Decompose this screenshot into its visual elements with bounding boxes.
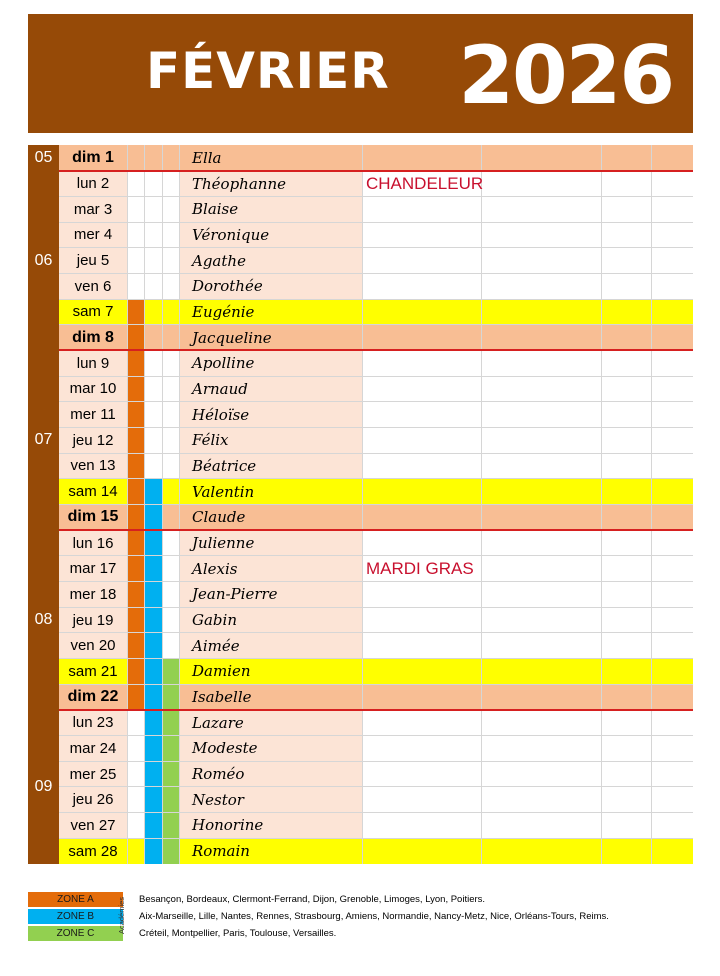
zone-b-cell: [144, 427, 162, 453]
zone-c-cell: [162, 684, 179, 710]
zone-b-cell: [144, 196, 162, 222]
zone-a-cell: [127, 582, 144, 608]
zone-c-cell: [162, 479, 179, 505]
zone-b-cell: [144, 787, 162, 813]
grid-line-horizontal: [59, 299, 693, 300]
zone-c-cell: [162, 607, 179, 633]
month-title: FÉVRIER: [146, 42, 390, 100]
day-label: mer 18: [59, 582, 127, 608]
grid-line-horizontal: [59, 684, 693, 685]
week-number: 06: [28, 171, 59, 351]
legend-zone-b-text: Aix-Marseille, Lille, Nantes, Rennes, Strasbourg, Amiens, Normandie, Nancy-Metz, Nice, Orléans-Tours, Reims.: [139, 911, 609, 922]
week-number: 07: [28, 350, 59, 530]
zone-b-cell: [144, 736, 162, 762]
zone-c-cell: [162, 402, 179, 428]
week-separator: [59, 529, 693, 531]
day-label: lun 2: [59, 171, 127, 197]
zone-b-cell: [144, 505, 162, 531]
saint-name: Théophanne: [179, 171, 362, 197]
day-label: mer 11: [59, 402, 127, 428]
day-label: sam 21: [59, 659, 127, 685]
day-label: sam 7: [59, 299, 127, 325]
saint-name: Félix: [179, 427, 362, 453]
grid-line-horizontal: [59, 555, 693, 556]
day-label: jeu 19: [59, 607, 127, 633]
zone-a-cell: [127, 787, 144, 813]
zone-a-cell: [127, 607, 144, 633]
zone-b-cell: [144, 761, 162, 787]
saint-name: Damien: [179, 659, 362, 685]
zone-a-cell: [127, 222, 144, 248]
day-label: dim 8: [59, 325, 127, 351]
zone-b-cell: [144, 582, 162, 608]
grid-line-horizontal: [59, 838, 693, 839]
zone-a-cell: [127, 453, 144, 479]
legend-zone-a-swatch: ZONE A: [28, 892, 123, 907]
zone-c-cell: [162, 582, 179, 608]
zone-c-cell: [162, 556, 179, 582]
saint-name: Roméo: [179, 761, 362, 787]
saint-name: Isabelle: [179, 684, 362, 710]
zone-a-cell: [127, 196, 144, 222]
zone-c-cell: [162, 325, 179, 351]
zone-a-cell: [127, 171, 144, 197]
zone-b-cell: [144, 325, 162, 351]
day-label: ven 13: [59, 453, 127, 479]
zone-a-cell: [127, 530, 144, 556]
grid-line-horizontal: [59, 658, 693, 659]
zone-b-cell: [144, 813, 162, 839]
event-label: MARDI GRAS: [366, 558, 474, 578]
zone-c-cell: [162, 196, 179, 222]
day-label: jeu 12: [59, 427, 127, 453]
grid-line-horizontal: [59, 222, 693, 223]
zone-a-cell: [127, 376, 144, 402]
week-number: 05: [28, 145, 59, 171]
saint-name: Arnaud: [179, 376, 362, 402]
legend-zone-c-swatch: ZONE C: [28, 926, 123, 941]
grid-line-horizontal: [59, 427, 693, 428]
zone-b-cell: [144, 453, 162, 479]
zone-c-cell: [162, 171, 179, 197]
zone-a-cell: [127, 248, 144, 274]
saint-name: Jacqueline: [179, 325, 362, 351]
saint-name: Romain: [179, 838, 362, 864]
day-label: dim 15: [59, 505, 127, 531]
zone-b-cell: [144, 607, 162, 633]
zone-c-cell: [162, 761, 179, 787]
zone-c-cell: [162, 736, 179, 762]
zone-a-cell: [127, 633, 144, 659]
zone-a-cell: [127, 813, 144, 839]
day-label: lun 23: [59, 710, 127, 736]
zone-b-cell: [144, 530, 162, 556]
zone-c-cell: [162, 376, 179, 402]
month-header-banner: [28, 14, 693, 133]
zone-b-cell: [144, 171, 162, 197]
day-label: mar 3: [59, 196, 127, 222]
saint-name: Béatrice: [179, 453, 362, 479]
calendar-grid: [28, 145, 693, 864]
grid-line-horizontal: [59, 478, 693, 479]
zone-a-cell: [127, 350, 144, 376]
zone-c-cell: [162, 350, 179, 376]
zone-b-cell: [144, 710, 162, 736]
saint-name: Nestor: [179, 787, 362, 813]
day-label: mar 10: [59, 376, 127, 402]
legend-zone-b-swatch: ZONE B: [28, 909, 123, 924]
saint-name: Jean-Pierre: [179, 582, 362, 608]
day-label: dim 22: [59, 684, 127, 710]
zone-c-cell: [162, 222, 179, 248]
zone-c-cell: [162, 787, 179, 813]
zone-a-cell: [127, 710, 144, 736]
zone-b-cell: [144, 556, 162, 582]
grid-line-horizontal: [59, 453, 693, 454]
zone-a-cell: [127, 479, 144, 505]
zone-a-cell: [127, 325, 144, 351]
zone-a-cell: [127, 299, 144, 325]
saint-name: Gabin: [179, 607, 362, 633]
zone-b-cell: [144, 248, 162, 274]
saint-name: Aimée: [179, 633, 362, 659]
saint-name: Dorothée: [179, 273, 362, 299]
grid-line-horizontal: [59, 273, 693, 274]
saint-name: Julienne: [179, 530, 362, 556]
zone-c-cell: [162, 505, 179, 531]
week-number: 09: [28, 710, 59, 864]
grid-line-horizontal: [59, 196, 693, 197]
saint-name: Alexis: [179, 556, 362, 582]
zone-b-cell: [144, 633, 162, 659]
zone-c-cell: [162, 145, 179, 171]
zone-a-cell: [127, 402, 144, 428]
saint-name: Véronique: [179, 222, 362, 248]
day-label: sam 28: [59, 838, 127, 864]
zone-b-cell: [144, 684, 162, 710]
zone-c-cell: [162, 273, 179, 299]
saint-name: Apolline: [179, 350, 362, 376]
day-label: mer 25: [59, 761, 127, 787]
day-label: dim 1: [59, 145, 127, 171]
zone-c-cell: [162, 453, 179, 479]
zone-a-cell: [127, 659, 144, 685]
grid-line-horizontal: [59, 812, 693, 813]
grid-line-horizontal: [59, 632, 693, 633]
grid-line-horizontal: [59, 376, 693, 377]
saint-name: Ella: [179, 145, 362, 171]
day-label: mar 17: [59, 556, 127, 582]
week-separator: [59, 709, 693, 711]
saint-name: Valentin: [179, 479, 362, 505]
zone-c-cell: [162, 710, 179, 736]
zone-b-cell: [144, 376, 162, 402]
day-label: lun 9: [59, 350, 127, 376]
zone-a-cell: [127, 145, 144, 171]
year-title: 2026: [458, 29, 673, 122]
day-label: mer 4: [59, 222, 127, 248]
grid-line-horizontal: [59, 761, 693, 762]
grid-line-horizontal: [59, 607, 693, 608]
grid-line-horizontal: [59, 504, 693, 505]
week-number: 08: [28, 530, 59, 710]
zone-b-cell: [144, 145, 162, 171]
zone-b-cell: [144, 273, 162, 299]
saint-name: Lazare: [179, 710, 362, 736]
zone-a-cell: [127, 761, 144, 787]
zone-a-cell: [127, 838, 144, 864]
grid-line-horizontal: [59, 247, 693, 248]
zone-c-cell: [162, 530, 179, 556]
day-label: sam 14: [59, 479, 127, 505]
zone-a-cell: [127, 505, 144, 531]
saint-name: Honorine: [179, 813, 362, 839]
saint-name: Blaise: [179, 196, 362, 222]
grid-line-horizontal: [59, 581, 693, 582]
zone-c-cell: [162, 427, 179, 453]
week-separator: [59, 349, 693, 351]
legend-zone-c-text: Créteil, Montpellier, Paris, Toulouse, Versailles.: [139, 928, 337, 939]
grid-line-horizontal: [59, 786, 693, 787]
day-label: jeu 5: [59, 248, 127, 274]
zone-b-cell: [144, 659, 162, 685]
zone-b-cell: [144, 479, 162, 505]
saint-name: Agathe: [179, 248, 362, 274]
zone-a-cell: [127, 736, 144, 762]
event-label: CHANDELEUR: [366, 173, 484, 193]
zone-a-cell: [127, 684, 144, 710]
zone-c-cell: [162, 248, 179, 274]
academies-label: Académies: [117, 896, 127, 935]
saint-name: Eugénie: [179, 299, 362, 325]
grid-line-horizontal: [59, 401, 693, 402]
zone-c-cell: [162, 813, 179, 839]
zone-b-cell: [144, 350, 162, 376]
day-label: jeu 26: [59, 787, 127, 813]
zone-a-cell: [127, 273, 144, 299]
zone-c-cell: [162, 299, 179, 325]
grid-line-horizontal: [59, 735, 693, 736]
zone-c-cell: [162, 659, 179, 685]
grid-line-horizontal: [59, 324, 693, 325]
zone-c-cell: [162, 838, 179, 864]
saint-name: Héloïse: [179, 402, 362, 428]
day-label: ven 27: [59, 813, 127, 839]
saint-name: Claude: [179, 505, 362, 531]
day-label: ven 6: [59, 273, 127, 299]
day-label: lun 16: [59, 530, 127, 556]
zone-a-cell: [127, 427, 144, 453]
week-separator: [59, 170, 693, 172]
zone-b-cell: [144, 402, 162, 428]
zone-a-cell: [127, 556, 144, 582]
zone-b-cell: [144, 222, 162, 248]
day-label: mar 24: [59, 736, 127, 762]
legend-zone-a-text: Besançon, Bordeaux, Clermont-Ferrand, Dijon, Grenoble, Limoges, Lyon, Poitiers.: [139, 894, 486, 905]
zone-c-cell: [162, 633, 179, 659]
zone-b-cell: [144, 299, 162, 325]
zone-b-cell: [144, 838, 162, 864]
day-label: ven 20: [59, 633, 127, 659]
saint-name: Modeste: [179, 736, 362, 762]
